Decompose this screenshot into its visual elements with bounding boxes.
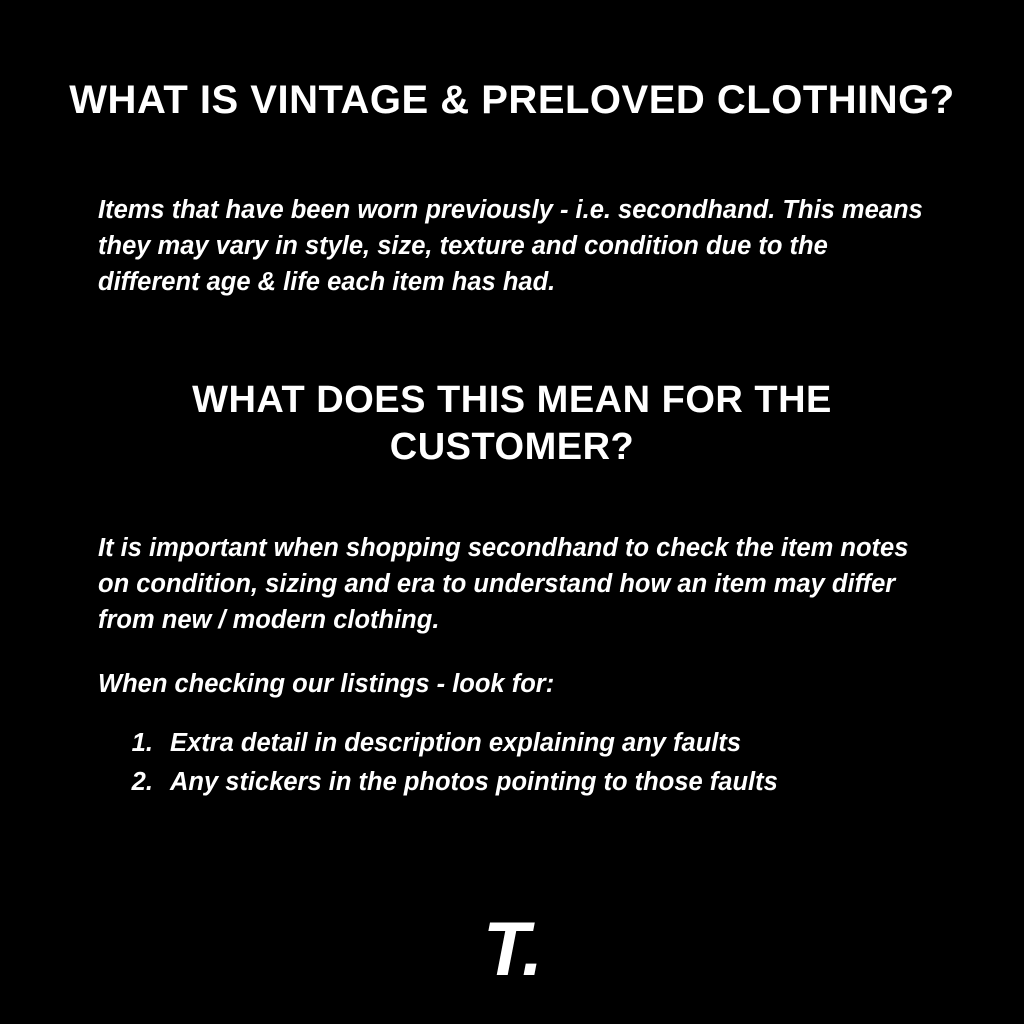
spacer (0, 301, 1024, 377)
list-item: 2. Any stickers in the photos pointing to those faults (160, 763, 926, 801)
customer-guidance-paragraph: It is important when shopping secondhand to check the item notes on condition, sizing and era to understand how an item may differ from new / modern clothing. (98, 533, 909, 635)
spacer (0, 472, 1024, 530)
spacer (0, 638, 1024, 666)
faults-list (0, 724, 1024, 801)
brand-logo (0, 907, 1024, 992)
definition-paragraph: Items that have been worn previously - i.e. secondhand. This means they may vary in style, size, texture and condition due to the different age & life each item has had. (98, 196, 923, 297)
page-title: WHAT IS VINTAGE & PRELOVED CLOTHING? (69, 78, 955, 122)
spacer (0, 702, 1024, 724)
spacer (0, 122, 1024, 192)
list-item: 1. Extra detail in description explaining any faults (160, 724, 926, 762)
listings-prompt-paragraph: When checking our listings - look for: (98, 670, 555, 699)
logo-text: T. (483, 907, 541, 992)
section-title-customer: WHAT DOES THIS MEAN FOR THE CUSTOMER? (192, 378, 832, 469)
